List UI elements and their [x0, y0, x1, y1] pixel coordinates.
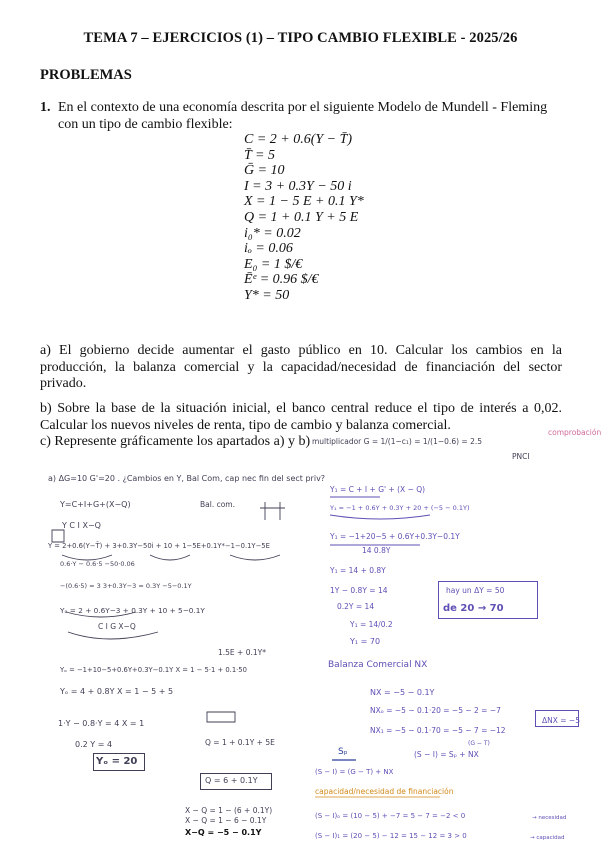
hw-box-x — [207, 712, 235, 722]
hw-r5: 1Y − 0.8Y = 14 — [330, 586, 388, 595]
hw-r6: 0.2Y = 14 — [337, 602, 375, 611]
hw-brace-i — [150, 555, 190, 560]
question-b: b) Sobre la base de la situación inicial, el banco central reduce el tipo de interés a 0,02. Calcular los nuevos niveles de renta, tipo de cambio y balanza comercial. — [40, 401, 562, 433]
equation-taxes: T̄ = 5 — [244, 147, 275, 163]
hw-l4: 0.6·Y − 0.6·5 −50·0.06 — [60, 560, 135, 568]
hw-pnci: PNCI — [512, 452, 530, 461]
equation-consumption: C = 2 + 0.6(Y − T̄) — [244, 132, 353, 147]
document-title: TEMA 7 – EJERCICIOS (1) – TIPO CAMBIO FLEXIBLE - 2025/26 — [83, 30, 518, 46]
equation-expected-rate: Ēᵉ = 0.96 $/€ — [244, 272, 319, 288]
hw-l6: Yₒ = 2 + 0.6Y−3 + 0.3Y + 10 + 5−0.1Y — [60, 606, 205, 615]
hw-dnx: ΔNX = −5 — [542, 716, 580, 725]
hw-l1: Y=C+I+G+(X−Q) — [60, 500, 131, 509]
hw-l13: Yₒ = 20 — [96, 756, 138, 767]
hw-hay-un: hay un ΔY = 50 — [446, 586, 505, 595]
hw-r3: Y₁ = −1+20−5 + 0.6Y+0.3Y−0.1Y — [330, 532, 460, 541]
hw-g-t: (G − T) — [468, 740, 490, 747]
hw-sp: Sₚ — [338, 747, 348, 757]
hw-left-heading: a) ΔG=10 G'=20 . ¿Cambios en Y, Bal Com, cap nec fin del sect priv? — [48, 474, 326, 483]
hw-l5: −(0.6·5) = 3 3+0.3Y−3 = 0.3Y −5−0.1Y — [60, 582, 192, 590]
equation-exchange-rate: E₀ = 1 $/€ — [244, 256, 303, 272]
hw-l12: 0.2 Y = 4 — [75, 740, 113, 749]
equation-investment: I = 3 + 0.3Y − 50 i — [244, 178, 352, 194]
hw-brace-c2 — [66, 612, 136, 617]
hw-nx2: NXₒ = −5 − 0.1·20 = −5 − 2 = −7 — [370, 706, 501, 715]
hw-brace-r2 — [330, 515, 430, 519]
hw-balanza-title: Balanza Comercial NX — [328, 660, 428, 670]
hw-brace-xq — [230, 555, 280, 560]
problem-number: 1. — [40, 100, 51, 115]
question-c: c) Represente gráficamente los apartados a) y b) — [40, 434, 311, 449]
hw-r7: Y₁ = 14/0.2 — [350, 620, 393, 629]
hw-l11: 1·Y − 0.8·Y = 4 X = 1 — [58, 719, 145, 728]
question-a: a) El gobierno decide aumentar el gasto público en 10. Calcular los cambios en la producción, la balanza comercial y la capacidad/necesidad de financiación del sector privado. — [40, 343, 562, 392]
section-title: PROBLEMAS — [40, 67, 132, 83]
hw-l8: 1.5E + 0.1Y* — [218, 648, 266, 657]
hw-s-eq2: (S − I) = (G − T) + NX — [315, 768, 394, 776]
equation-domestic-rate: iₒ = 0.06 — [244, 241, 293, 257]
hw-l1b: Bal. com. — [200, 500, 235, 509]
hw-de: de 20 → 70 — [443, 603, 504, 614]
equation-foreign-rate: i₀* = 0.02 — [244, 225, 301, 241]
hw-box-y — [52, 530, 64, 542]
hw-r4: Y₁ = 14 + 0.8Y — [330, 566, 386, 575]
hw-brace-c — [62, 555, 112, 560]
hw-l10: Yₒ = 4 + 0.8Y X = 1 − 5 + 5 — [60, 687, 174, 696]
hw-l15: Q = 6 + 0.1Y — [205, 776, 258, 785]
hw-cap-nec: capacidad/necesidad de financiación — [315, 787, 454, 796]
hw-s-eq3: (S − I)ₒ = (10 − 5) + −7 = 5 − 7 = −2 < 0 — [315, 812, 466, 820]
hw-l16: X − Q = 1 − (6 + 0.1Y) — [185, 806, 273, 815]
intro-line-1: En el contexto de una economía descrita por el siguiente Modelo de Mundell - Fleming — [58, 100, 548, 115]
hw-l17: X − Q = 1 − 6 − 0.1Y — [185, 816, 267, 825]
hw-l2: Y C I X−Q — [62, 521, 101, 530]
hw-brace-total — [68, 632, 158, 639]
hw-s-eq1: (S − I) = Sₚ + NX — [414, 750, 479, 759]
hw-nx3: NX₁ = −5 − 0.1·70 = −5 − 7 = −12 — [370, 726, 506, 735]
hw-r8: Y₁ = 70 — [350, 637, 381, 646]
hw-multiplier: multiplicador G = 1/(1−c₁) = 1/(1−0.6) = 2.5 — [312, 437, 482, 446]
hw-r3b: 14 0.8Y — [362, 546, 391, 555]
hw-s-note3: → necesidad — [532, 815, 567, 821]
equation-exports: X = 1 − 5 E + 0.1 Y* — [244, 194, 364, 210]
hw-l9: Yₒ = −1+10−5+0.6Y+0.3Y−0.1Y X = 1 − 5·1 + 0.1·50 — [60, 666, 247, 674]
hw-nx1: NX = −5 − 0.1Y — [370, 688, 435, 697]
hw-l7: C I G X−Q — [98, 622, 136, 631]
equation-imports: Q = 1 + 0.1 Y + 5 E — [244, 209, 359, 225]
hw-l18: X−Q = −5 − 0.1Y — [185, 828, 262, 837]
intro-line-2: con un tipo de cambio flexible: — [58, 117, 233, 132]
equation-government: Ḡ = 10 — [244, 163, 285, 179]
hw-l14: Q = 1 + 0.1Y + 5E — [205, 738, 275, 747]
hw-r1: Y₁ = C + I + G' + (X − Q) — [330, 485, 426, 494]
hw-hash-mark — [260, 502, 285, 520]
hw-comprobacion: comprobación — [548, 428, 601, 437]
hw-s-note4: → capacidad — [530, 835, 565, 841]
equation-foreign-income: Y* = 50 — [244, 287, 290, 303]
hw-s-eq4: (S − I)₁ = (20 − 5) − 12 = 15 − 12 = 3 > 0 — [315, 832, 467, 840]
hw-r2: Y₁ = −1 + 0.6Y + 0.3Y + 20 + (−5 − 0.1Y) — [330, 504, 470, 512]
hw-l3: Y = 2+0.6(Y−T̄) + 3+0.3Y−50i + 10 + 1−5E+0.1Y*−1−0.1Y−5E — [48, 542, 270, 550]
